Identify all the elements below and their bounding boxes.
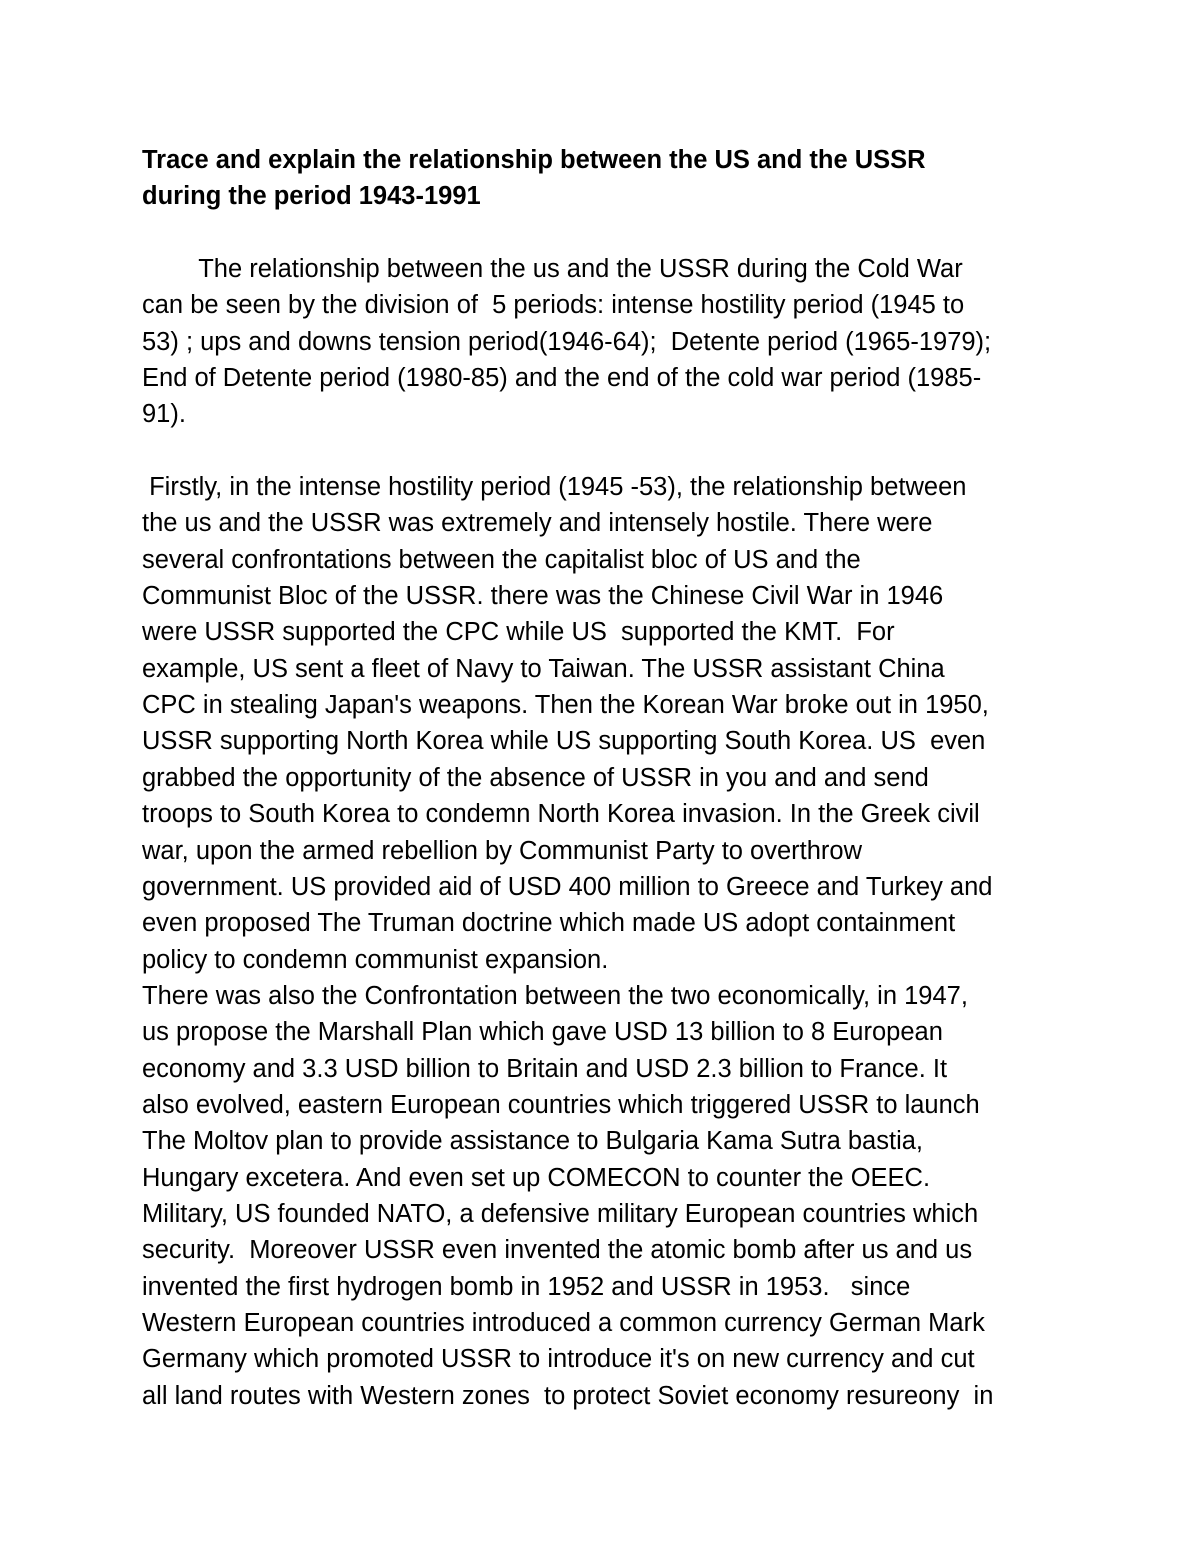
body-line: 91). <box>142 400 186 429</box>
body-line: Germany which promoted USSR to introduce it's on new currency and cut <box>142 1345 975 1374</box>
body-line: us propose the Marshall Plan which gave USD 13 billion to 8 European <box>142 1018 943 1047</box>
body-line: There was also the Confrontation between the two economically, in 1947, <box>142 981 968 1010</box>
body-line: 53) ; ups and downs tension period(1946-64); Detente period (1965-1979); <box>142 327 992 356</box>
body-line: war, upon the armed rebellion by Communist Party to overthrow <box>142 836 863 865</box>
body-line: Hungary excetera. And even set up COMECON to counter the OEEC. <box>142 1163 931 1192</box>
body-line: Military, US founded NATO, a defensive military European countries which <box>142 1199 979 1228</box>
body-line: several confrontations between the capitalist bloc of US and the <box>142 545 861 574</box>
body-line: even proposed The Truman doctrine which made US adopt containment <box>142 909 956 938</box>
document-body <box>142 251 993 1414</box>
body-line: CPC in stealing Japan's weapons. Then the Korean War broke out in 1950, <box>142 691 989 720</box>
body-line: troops to South Korea to condemn North Korea invasion. In the Greek civil <box>142 800 980 829</box>
body-line: can be seen by the division of 5 periods: intense hostility period (1945 to <box>142 291 965 320</box>
body-line: the us and the USSR was extremely and intensely hostile. There were <box>142 509 933 538</box>
title-line: Trace and explain the relationship between the US and the USSR <box>142 146 926 174</box>
body-line: End of Detente period (1980-85) and the end of the cold war period (1985- <box>142 364 982 393</box>
body-line: USSR supporting North Korea while US supporting South Korea. US even <box>142 727 986 756</box>
body-line: were USSR supported the CPC while US supported the KMT. For <box>142 618 895 647</box>
blank-line <box>142 433 993 469</box>
body-line: government. US provided aid of USD 400 million to Greece and Turkey and <box>142 872 993 901</box>
body-line: The Moltov plan to provide assistance to Bulgaria Kama Sutra bastia, <box>142 1127 923 1156</box>
body-line: security. Moreover USSR even invented the atomic bomb after us and us <box>142 1236 973 1265</box>
body-line: example, US sent a fleet of Navy to Taiwan. The USSR assistant China <box>142 654 945 683</box>
body-line: also evolved, eastern European countries which triggered USSR to launch <box>142 1090 980 1119</box>
body-line: grabbed the opportunity of the absence of USSR in you and and send <box>142 763 929 792</box>
document-title <box>142 142 926 214</box>
body-line: Firstly, in the intense hostility period (1945 -53), the relationship between <box>142 473 967 502</box>
body-line: policy to condemn communist expansion. <box>142 945 609 974</box>
body-line: The relationship between the us and the USSR during the Cold War <box>142 255 963 283</box>
body-line: all land routes with Western zones to protect Soviet economy resureony in <box>142 1381 994 1410</box>
body-line: economy and 3.3 USD billion to Britain and USD 2.3 billion to France. It <box>142 1054 948 1083</box>
body-line: Western European countries introduced a common currency German Mark <box>142 1308 985 1337</box>
title-line: during the period 1943-1991 <box>142 182 481 210</box>
body-line: invented the first hydrogen bomb in 1952 and USSR in 1953. since <box>142 1272 911 1301</box>
body-line: Communist Bloc of the USSR. there was the Chinese Civil War in 1946 <box>142 582 944 611</box>
